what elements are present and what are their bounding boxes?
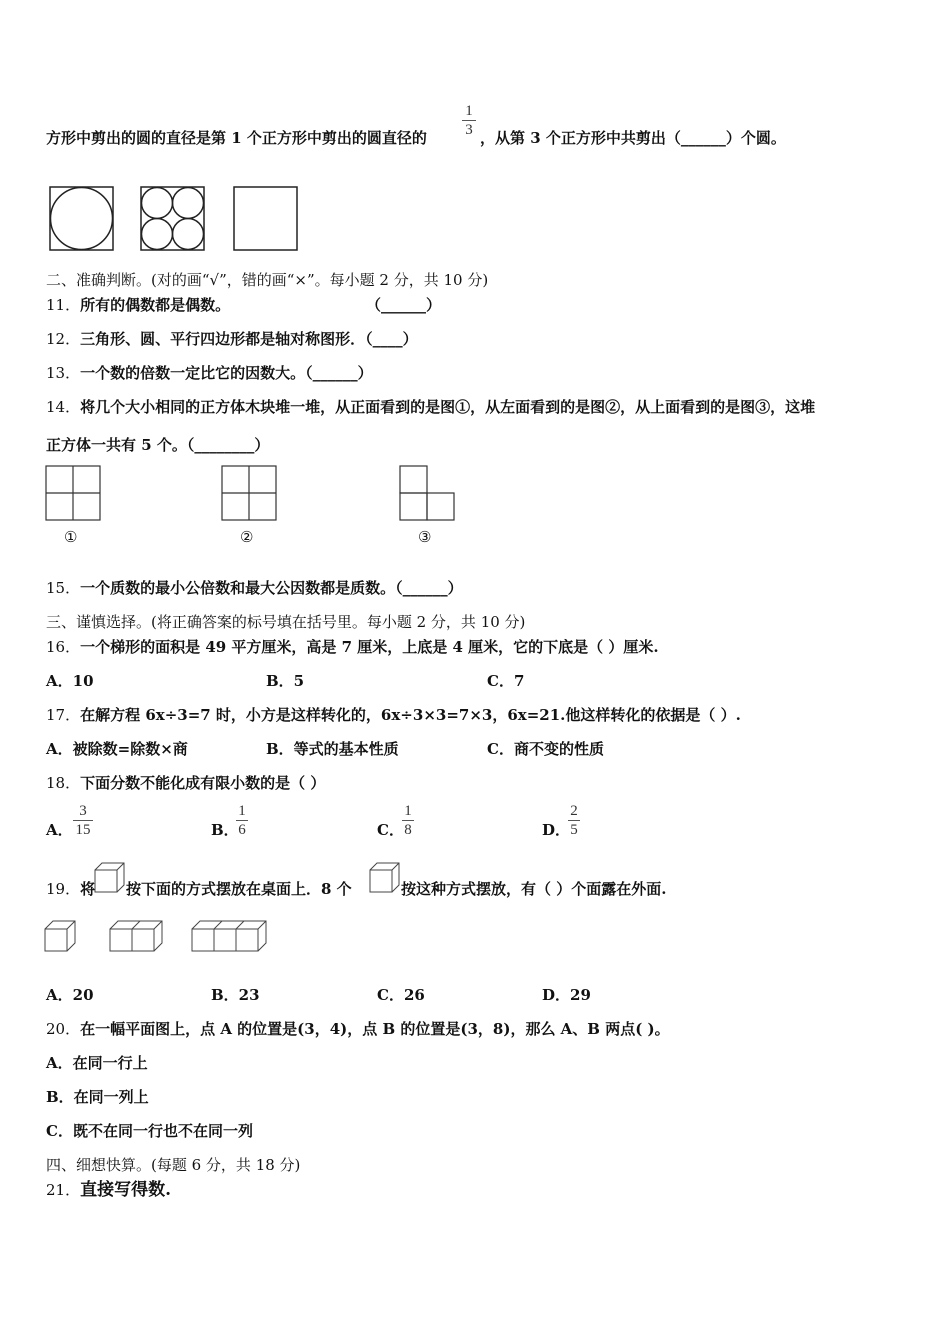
q21	[46, 1180, 171, 1200]
q19-cube-arrangements	[44, 920, 269, 956]
q19-text-3: 按这种方式摆放，有（ ）个面露在外面.	[401, 880, 667, 898]
q21-num: 21．	[46, 1181, 81, 1199]
q12	[46, 329, 418, 349]
frac-den: 6	[238, 822, 246, 838]
q15-num: 15．	[46, 579, 81, 597]
q17-text: 在解方程 6x÷3=7 时，小方是这样转化的，6x÷3×3=7×3，6x=21.他这样转化的依据是（ ）.	[80, 706, 741, 724]
q17	[46, 705, 741, 725]
q14-label-2: ②	[240, 528, 254, 546]
q14-text-line2: 正方体一共有 5 个。（________）	[46, 436, 270, 454]
q12-text: 三角形、圆、平行四边形都是轴对称图形．（____）	[80, 330, 418, 348]
q21-text: 直接写得数.	[80, 1180, 172, 1200]
q16-option-a: A．10	[46, 672, 94, 690]
square-3	[234, 187, 297, 250]
q10-text-before: 方形中剪出的圆的直径是第 1 个正方形中剪出的圆直径的	[46, 129, 427, 147]
q18-option-b-fraction	[236, 803, 248, 838]
q17-option-c: C．商不变的性质	[487, 740, 604, 758]
section4-heading: 四、细想快算。(每题 6 分，共 18 分)	[46, 1156, 301, 1174]
arrangement-3-cubes	[192, 921, 266, 951]
q14-text-line1: 将几个大小相同的正方体木块堆一堆，从正面看到的是图①，从左面看到的是图②，从上面看到的是图③，这堆	[80, 398, 816, 416]
q14-line1	[46, 397, 815, 417]
q14-views-figure	[44, 463, 464, 551]
q20-option-b: B．在同一列上	[46, 1088, 149, 1106]
q18-option-a-label: A．	[46, 821, 73, 839]
square-2	[141, 187, 204, 250]
q13	[46, 363, 373, 383]
q10-frac-num: 1	[465, 103, 473, 119]
q18-option-a-fraction	[73, 803, 93, 838]
frac-den: 15	[75, 822, 91, 838]
q19-text-1: 将	[80, 880, 96, 898]
q11	[46, 295, 230, 315]
q19-option-a: A．20	[46, 986, 94, 1004]
q11-num: 11．	[46, 296, 81, 314]
small-circle	[142, 188, 173, 219]
q11-blank: （______）	[366, 296, 442, 314]
q20-num: 20．	[46, 1020, 81, 1038]
q17-num: 17．	[46, 706, 81, 724]
q16	[46, 637, 659, 657]
q17-option-b: B．等式的基本性质	[266, 740, 399, 758]
q14-label-3: ③	[418, 528, 432, 546]
q16-option-c: C．7	[487, 672, 525, 690]
q18-option-d-fraction	[568, 803, 580, 838]
q10-fraction	[462, 103, 476, 138]
q20-option-c: C．既不在同一行也不在同一列	[46, 1122, 253, 1140]
q18-option-c-label: C．	[377, 821, 404, 839]
q20	[46, 1019, 670, 1039]
q11-text: 所有的偶数都是偶数。	[80, 296, 231, 314]
q15-text: 一个质数的最小公倍数和最大公因数都是质数。（______）	[80, 579, 463, 597]
section2-heading: 二、准确判断。(对的画“√”，错的画“×”。每小题 2 分，共 10 分)	[46, 271, 489, 289]
q17-option-a: A．被除数=除数×商	[46, 740, 188, 758]
q19-num: 19．	[46, 880, 81, 898]
frac-num: 1	[238, 803, 246, 819]
q15	[46, 578, 463, 598]
frac-num: 2	[570, 803, 578, 819]
q16-num: 16．	[46, 638, 81, 656]
big-circle	[51, 188, 113, 250]
q20-option-a: A．在同一行上	[46, 1054, 148, 1072]
arrangement-2-cubes	[110, 921, 162, 951]
q19-text-2: 按下面的方式摆放在桌面上．8 个	[126, 880, 352, 898]
q13-text: 一个数的倍数一定比它的因数大。（______）	[80, 364, 373, 382]
q10-text-after: ，从第 3 个正方形中共剪出（______）个圆。	[480, 129, 786, 147]
q18	[46, 773, 325, 793]
q12-num: 12．	[46, 330, 81, 348]
q18-text: 下面分数不能化成有限小数的是（ ）	[80, 774, 326, 792]
q13-num: 13．	[46, 364, 81, 382]
q18-option-c-fraction	[402, 803, 414, 838]
q18-option-d-label: D．	[542, 821, 571, 839]
q18-option-b-label: B．	[211, 821, 239, 839]
q16-option-b: B．5	[266, 672, 305, 690]
cube-icon	[369, 862, 401, 894]
q20-text: 在一幅平面图上，点 A 的位置是(3，4)，点 B 的位置是(3，8)，那么 A、B 两点( )。	[80, 1020, 670, 1038]
frac-num: 1	[404, 803, 412, 819]
q16-text: 一个梯形的面积是 49 平方厘米，高是 7 厘米，上底是 4 厘米，它的下底是（ ）厘米.	[80, 638, 659, 656]
q19-option-c: C．26	[377, 986, 425, 1004]
small-circle	[142, 219, 173, 250]
q19-option-d: D．29	[542, 986, 591, 1004]
small-circle	[173, 219, 204, 250]
section3-heading: 三、谨慎选择。(将正确答案的标号填在括号里。每小题 2 分，共 10 分)	[46, 613, 526, 631]
frac-den: 8	[404, 822, 412, 838]
q19-line	[46, 879, 95, 899]
q10-squares-figure	[46, 184, 306, 254]
q18-num: 18．	[46, 774, 81, 792]
arrangement-1-cube	[45, 921, 75, 951]
small-circle	[173, 188, 204, 219]
q14-num: 14．	[46, 398, 81, 416]
q14-label-1: ①	[64, 528, 78, 546]
frac-num: 3	[79, 803, 87, 819]
q19-option-b: B．23	[211, 986, 260, 1004]
cube-icon	[94, 862, 126, 894]
q10-frac-den: 3	[465, 122, 473, 138]
frac-den: 5	[570, 822, 578, 838]
q10-line	[46, 128, 427, 148]
